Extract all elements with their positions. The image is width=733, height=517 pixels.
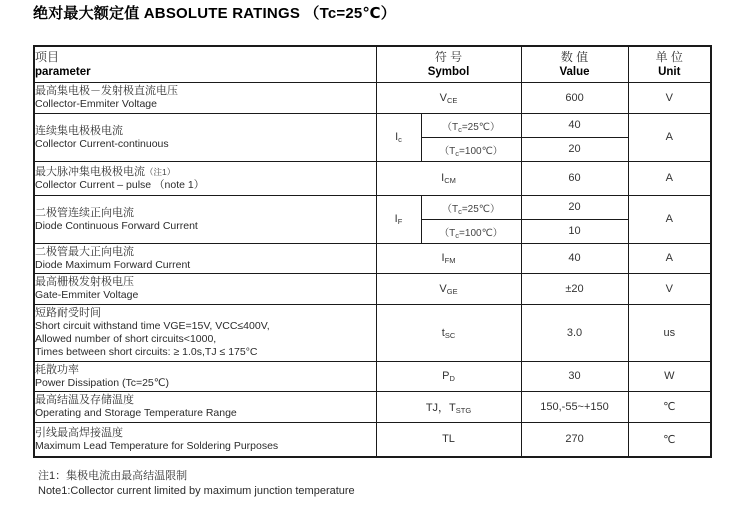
unit-cell: V	[628, 82, 711, 113]
param-zh: 最高结温及存储温度	[35, 394, 134, 406]
table-row-ic	[34, 113, 711, 137]
unit-cell: ℃	[628, 391, 711, 422]
symbol-sub: F	[397, 217, 403, 226]
header-unit-en: Unit	[658, 65, 681, 78]
condition-post: =100℃）	[459, 227, 503, 239]
symbol-cell	[376, 391, 521, 422]
unit-cell: W	[628, 361, 711, 391]
param-en: Maximum Lead Temperature for Soldering Purposes	[35, 439, 279, 452]
condition-post: =25℃）	[461, 121, 501, 133]
table-row-tl	[34, 422, 711, 457]
table-row-icm	[34, 161, 711, 195]
unit-cell: ℃	[628, 422, 711, 457]
table-row-if	[34, 195, 711, 219]
header-value	[521, 46, 628, 82]
value-cell: 30	[521, 361, 628, 391]
condition-sub: c	[455, 148, 460, 158]
param-cell	[34, 304, 376, 361]
symbol-cell	[376, 273, 521, 304]
condition-cell	[421, 219, 521, 243]
header-parameter-zh: 项目	[35, 49, 60, 64]
header-unit-zh: 单 位	[655, 49, 683, 64]
table-row-pd	[34, 361, 711, 391]
condition-pre: （T	[439, 227, 456, 239]
symbol-cell	[376, 161, 521, 195]
condition-cell	[421, 195, 521, 219]
header-value-zh: 数 值	[560, 49, 589, 64]
param-cell	[34, 113, 376, 161]
condition-sub: c	[455, 230, 460, 240]
param-cell	[34, 422, 376, 457]
value-cell: ±20	[521, 273, 628, 304]
param-zh: 最高集电极－发射极直流电压	[35, 85, 178, 97]
table-row-tj-tstg	[34, 391, 711, 422]
symbol-base: I	[441, 252, 445, 264]
table-header-row	[34, 46, 711, 82]
condition-post: =25℃）	[461, 203, 501, 215]
unit-cell: us	[628, 304, 711, 361]
param-zh: 最高栅极发射极电压	[35, 276, 134, 288]
param-en: Gate-Emmiter Voltage	[35, 289, 139, 301]
value-cell: 60	[521, 161, 628, 195]
header-symbol-zh: 符 号	[434, 49, 463, 64]
param-cell	[34, 195, 376, 243]
param-zh	[35, 165, 376, 179]
param-zh: 引线最高焊接温度	[35, 426, 123, 439]
condition-pre: （T	[441, 203, 459, 215]
header-parameter	[34, 46, 376, 82]
value-cell: 40	[521, 243, 628, 273]
param-en: Operating and Storage Temperature Range	[35, 407, 237, 419]
condition-cell	[421, 137, 521, 161]
param-cell	[34, 243, 376, 273]
param-en: Collector-Emmiter Voltage	[35, 98, 157, 110]
param-zh: 耗散功率	[35, 363, 79, 376]
param-zh: 二极管连续正向电流	[35, 206, 134, 219]
condition-post: =100℃）	[459, 145, 503, 157]
param-cell	[34, 161, 376, 195]
table-row-vce	[34, 82, 711, 113]
header-unit	[628, 46, 711, 82]
symbol-base: I	[394, 213, 398, 225]
footnote-en: Note1:Collector current limited by maximum junction temperature	[38, 485, 355, 497]
value-cell: 20	[521, 195, 628, 219]
symbol-sub: STG	[455, 405, 472, 415]
symbol-cell	[376, 361, 521, 391]
param-zh-text: 最大脉冲集电极极电流	[35, 165, 145, 178]
table-row-tsc	[34, 304, 711, 361]
condition-sub: c	[458, 124, 462, 134]
condition-sub: c	[458, 206, 462, 216]
header-symbol	[376, 46, 521, 82]
symbol-sub: D	[449, 374, 455, 383]
symbol-base: V	[439, 282, 447, 295]
symbol-sub: CM	[444, 176, 456, 185]
symbol-cell	[376, 304, 521, 361]
symbol-sub: c	[398, 135, 402, 144]
condition-pre: （T	[441, 121, 459, 133]
unit-cell: A	[628, 195, 711, 243]
param-cell	[34, 391, 376, 422]
symbol-sub: FM	[444, 256, 456, 265]
symbol-base: V	[439, 91, 447, 104]
page-title: 绝对最大额定值 ABSOLUTE RATINGS （Tc=25℃）	[33, 5, 396, 22]
symbol-base: t	[441, 326, 445, 339]
symbol-base: I	[441, 172, 445, 184]
absolute-ratings-table	[33, 45, 712, 458]
table-row-ifm	[34, 243, 711, 273]
value-cell: 3.0	[521, 304, 628, 361]
param-en-line3: Times between short circuits: ≥ 1.0s,TJ ≤ 175°C	[35, 346, 258, 358]
footnotes	[38, 468, 355, 499]
unit-cell: A	[628, 161, 711, 195]
symbol-cell	[376, 82, 521, 113]
symbol-sub: CE	[446, 95, 458, 105]
symbol-cell	[376, 243, 521, 273]
symbol-sub: SC	[444, 330, 456, 340]
value-cell: 10	[521, 219, 628, 243]
symbol-base: I	[395, 131, 399, 143]
symbol-base: TJ，T	[425, 401, 456, 414]
param-zh-note: （注1）	[145, 166, 176, 177]
value-cell: 40	[521, 113, 628, 137]
param-zh: 短路耐受时间	[35, 307, 101, 319]
param-en: Collector Current-continuous	[35, 137, 169, 150]
param-en: Collector Current – pulse （note 1）	[35, 178, 205, 191]
param-en-line2: Allowed number of short circuits<1000,	[35, 333, 217, 345]
symbol-cell	[376, 113, 421, 161]
table-row-vge	[34, 273, 711, 304]
param-cell	[34, 82, 376, 113]
param-cell	[34, 273, 376, 304]
condition-cell	[421, 113, 521, 137]
unit-cell: A	[628, 243, 711, 273]
symbol-cell	[376, 195, 421, 243]
param-zh: 连续集电极极电流	[35, 124, 123, 137]
value-cell: 600	[521, 82, 628, 113]
param-cell	[34, 361, 376, 391]
header-value-en: Value	[559, 65, 590, 78]
param-en: Power Dissipation (Tc=25℃)	[35, 376, 170, 389]
symbol-base: TL	[442, 433, 455, 446]
header-parameter-en: parameter	[35, 65, 91, 78]
value-cell: 20	[521, 137, 628, 161]
param-en: Diode Maximum Forward Current	[35, 258, 191, 271]
symbol-base: P	[442, 370, 450, 382]
param-zh: 二极管最大正向电流	[35, 245, 134, 258]
condition-pre: （T	[439, 145, 456, 157]
header-symbol-en: Symbol	[427, 65, 470, 78]
param-en-line1: Short circuit withstand time VGE=15V, VCC≤400V,	[35, 320, 270, 332]
unit-cell: A	[628, 113, 711, 161]
symbol-sub: GE	[446, 286, 458, 296]
symbol-cell	[376, 422, 521, 457]
unit-cell: V	[628, 273, 711, 304]
footnote-zh: 注1：集极电流由最高结温限制	[38, 470, 188, 482]
value-cell: 270	[521, 422, 628, 457]
value-cell: 150,-55~+150	[521, 391, 628, 422]
param-en: Diode Continuous Forward Current	[35, 219, 198, 232]
